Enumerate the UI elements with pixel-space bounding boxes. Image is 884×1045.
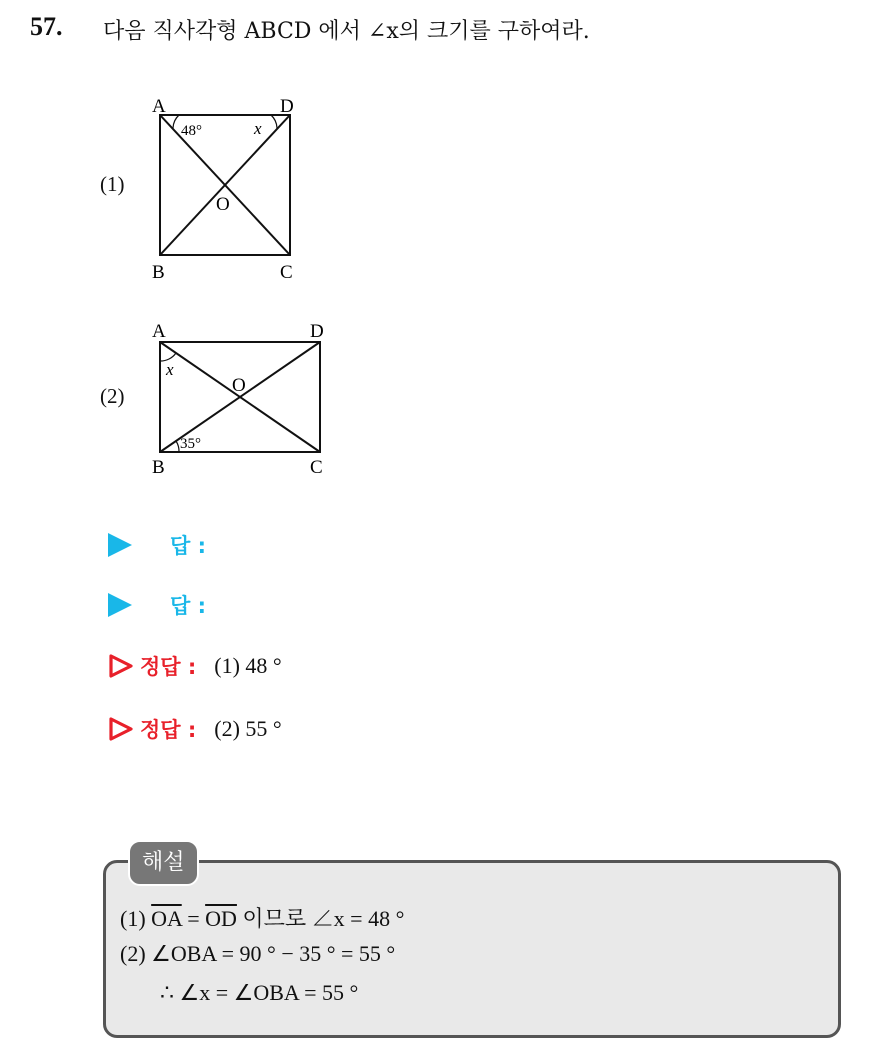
figure-2-angle-a: x bbox=[166, 360, 174, 379]
figure-1-vertex-d: D bbox=[280, 96, 294, 117]
red-outline-arrow-icon bbox=[108, 716, 134, 742]
segment-od: $\overline{OD}$ bbox=[205, 906, 237, 931]
solution-line-1-prefix: (1) bbox=[120, 906, 146, 931]
solution-line-1 bbox=[120, 902, 404, 933]
red-outline-arrow-icon bbox=[108, 653, 134, 679]
figure-1-vertex-a: A bbox=[152, 96, 166, 117]
correct-answer-label: 정답 : bbox=[140, 718, 197, 742]
correct-answer-value: (1) 48 ° bbox=[214, 653, 282, 678]
correct-answer-row-1 bbox=[108, 648, 282, 684]
figure-2-label: (2) bbox=[100, 384, 125, 408]
figure-2-rectangle-diagram bbox=[140, 315, 340, 480]
question-text: 다음 직사각형 ABCD 에서 ∠x의 크기를 구하여라. bbox=[103, 19, 590, 44]
answer-row-1 bbox=[108, 527, 206, 563]
solution-line-2: (2) ∠OBA = 90 ° − 35 ° = 55 ° bbox=[120, 941, 396, 966]
figure-2-vertex-a: A bbox=[152, 321, 166, 342]
figure-1-center-o: O bbox=[216, 194, 230, 215]
figure-1-vertex-c: C bbox=[280, 262, 293, 283]
correct-answer-value: (2) 55 ° bbox=[214, 716, 282, 741]
answer-label: 답 : bbox=[170, 594, 206, 618]
figure-1-label: (1) bbox=[100, 172, 125, 196]
answer-label: 답 : bbox=[170, 534, 206, 558]
equals-sign: = bbox=[181, 906, 206, 931]
figure-1-angle-d: x bbox=[254, 119, 262, 138]
correct-answer-row-2 bbox=[108, 711, 282, 747]
figure-2-angle-b: 35° bbox=[180, 436, 201, 452]
blue-arrow-icon bbox=[108, 533, 132, 557]
segment-oa: $\overline{OA}$ bbox=[151, 906, 182, 931]
figure-2-vertex-c: C bbox=[310, 457, 323, 478]
correct-answer-label: 정답 : bbox=[140, 655, 197, 679]
solution-line-1-rest: 이므로 ∠x = 48 ° bbox=[236, 906, 405, 931]
figure-1-rectangle-diagram bbox=[140, 90, 320, 290]
figure-1-vertex-b: B bbox=[152, 262, 165, 283]
question-number: 57. bbox=[30, 12, 63, 41]
figure-2-center-o: O bbox=[232, 375, 246, 396]
figure-1-angle-a: 48° bbox=[181, 123, 202, 139]
solution-tag: 해설 bbox=[128, 840, 199, 886]
blue-arrow-icon bbox=[108, 593, 132, 617]
figure-2-vertex-d: D bbox=[310, 321, 324, 342]
solution-line-3: ∴ ∠x = ∠OBA = 55 ° bbox=[160, 980, 359, 1005]
answer-row-2 bbox=[108, 587, 206, 623]
figure-2-vertex-b: B bbox=[152, 457, 165, 478]
